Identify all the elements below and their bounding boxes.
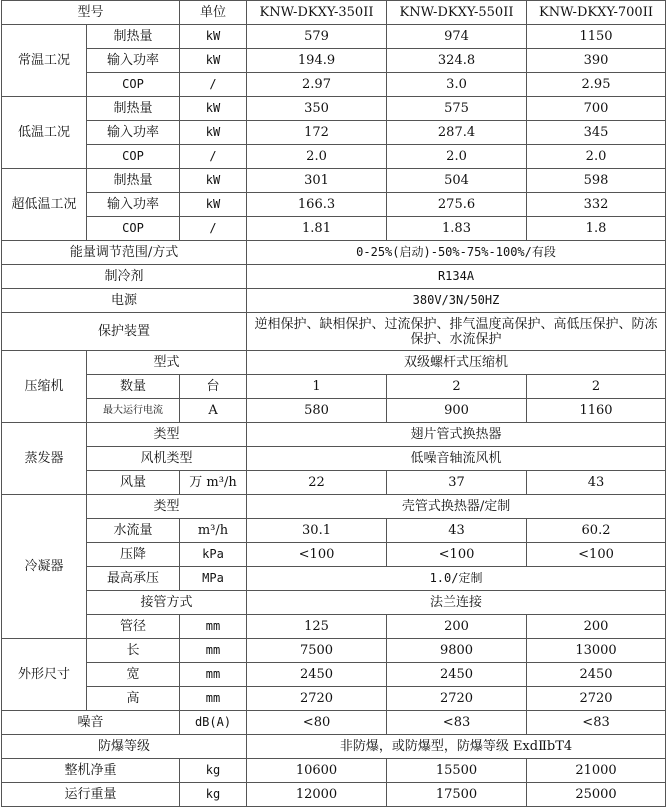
table-row: [2, 351, 666, 375]
row-label: 型式: [87, 351, 247, 375]
group-dimensions: 外形尺寸: [2, 639, 87, 711]
table-row: [2, 543, 666, 567]
row-unit: m³/h: [180, 519, 247, 543]
cell-value: 43: [527, 471, 666, 495]
group-low: 低温工况: [2, 97, 87, 169]
row-unit: MPa: [180, 567, 247, 591]
cell-value: 580: [247, 399, 387, 423]
row-unit: /: [180, 73, 247, 97]
row-unit: A: [180, 399, 247, 423]
table-row: [2, 313, 666, 351]
row-unit: kPa: [180, 543, 247, 567]
cell-value: 7500: [247, 639, 387, 663]
cell-value: 37: [387, 471, 527, 495]
row-label: 类型: [87, 423, 247, 447]
cell-value: 287.4: [387, 121, 527, 145]
row-label: 保护装置: [2, 313, 247, 351]
cell-value: 166.3: [247, 193, 387, 217]
cell-value: 12000: [247, 783, 387, 807]
table-row: [2, 241, 666, 265]
cell-value: 598: [527, 169, 666, 193]
row-label: 制冷剂: [2, 265, 247, 289]
row-unit: kW: [180, 121, 247, 145]
cell-value: 172: [247, 121, 387, 145]
table-row: [2, 265, 666, 289]
table-row: [2, 447, 666, 471]
cell-value: 1: [247, 375, 387, 399]
table-row: [2, 145, 666, 169]
cell-value: 15500: [387, 759, 527, 783]
row-label: 长: [87, 639, 180, 663]
table-row: [2, 49, 666, 73]
model-name: KNW-DKXY-700II: [527, 1, 666, 25]
row-label: COP: [87, 217, 180, 241]
cell-value: 1160: [527, 399, 666, 423]
table-row: [2, 217, 666, 241]
row-label: 整机净重: [2, 759, 180, 783]
pipe-connection-value: 法兰连接: [247, 591, 666, 615]
model-name: KNW-DKXY-550II: [387, 1, 527, 25]
row-unit: kW: [180, 49, 247, 73]
cell-value: 2.0: [247, 145, 387, 169]
cell-value: 974: [387, 25, 527, 49]
row-label: COP: [87, 73, 180, 97]
row-label: 制热量: [87, 97, 180, 121]
cell-value: 2.95: [527, 73, 666, 97]
cell-value: <83: [387, 711, 527, 735]
cell-value: 13000: [527, 639, 666, 663]
cell-value: 10600: [247, 759, 387, 783]
row-label: 输入功率: [87, 193, 180, 217]
table-row: [2, 615, 666, 639]
evaporator-type-value: 翅片管式换热器: [247, 423, 666, 447]
cell-value: 2720: [387, 687, 527, 711]
spec-table: [1, 0, 666, 807]
cell-value: 2.0: [527, 145, 666, 169]
group-ultralow: 超低温工况: [2, 169, 87, 241]
cell-value: 60.2: [527, 519, 666, 543]
table-row: [2, 423, 666, 447]
cell-value: 25000: [527, 783, 666, 807]
row-label: 能量调节范围/方式: [2, 241, 247, 265]
table-row: [2, 519, 666, 543]
row-unit: kW: [180, 97, 247, 121]
table-row: [2, 25, 666, 49]
explosion-value: 非防爆，或防爆型，防爆等级 ExdⅡbT4: [247, 735, 666, 759]
row-label: 制热量: [87, 25, 180, 49]
row-unit: mm: [180, 639, 247, 663]
refrigerant-value: R134A: [247, 265, 666, 289]
cell-value: 575: [387, 97, 527, 121]
row-label: COP: [87, 145, 180, 169]
cell-value: <100: [527, 543, 666, 567]
row-unit: mm: [180, 615, 247, 639]
cell-value: 2: [387, 375, 527, 399]
row-unit: 万 m³/h: [180, 471, 247, 495]
table-row: [2, 169, 666, 193]
cell-value: <100: [387, 543, 527, 567]
cell-value: 1.8: [527, 217, 666, 241]
table-row: [2, 591, 666, 615]
table-row: [2, 735, 666, 759]
row-label: 管径: [87, 615, 180, 639]
row-label: 风机类型: [87, 447, 247, 471]
cell-value: 579: [247, 25, 387, 49]
row-unit: /: [180, 145, 247, 169]
condenser-type-value: 壳管式换热器/定制: [247, 495, 666, 519]
row-label: 输入功率: [87, 49, 180, 73]
cell-value: 390: [527, 49, 666, 73]
row-label: 运行重量: [2, 783, 180, 807]
row-label: 压降: [87, 543, 180, 567]
cell-value: 2720: [247, 687, 387, 711]
protection-value: 逆相保护、缺相保护、过流保护、排气温度高保护、高低压保护、防冻保护、水流保护: [247, 313, 666, 351]
cell-value: 275.6: [387, 193, 527, 217]
table-row: [2, 495, 666, 519]
table-row: [2, 471, 666, 495]
table-row: [2, 399, 666, 423]
cell-value: 345: [527, 121, 666, 145]
cell-value: 2.0: [387, 145, 527, 169]
unit-label: 单位: [180, 1, 247, 25]
table-row: [2, 73, 666, 97]
cell-value: 504: [387, 169, 527, 193]
cell-value: 2450: [247, 663, 387, 687]
header-row: [2, 1, 666, 25]
cell-value: <80: [247, 711, 387, 735]
pressure-value: 1.0/定制: [247, 567, 666, 591]
fan-type-value: 低噪音轴流风机: [247, 447, 666, 471]
cell-value: <83: [527, 711, 666, 735]
row-unit: kg: [180, 759, 247, 783]
cell-value: 200: [527, 615, 666, 639]
row-label: 类型: [87, 495, 247, 519]
cell-value: 1.83: [387, 217, 527, 241]
cell-value: 3.0: [387, 73, 527, 97]
cell-value: 324.8: [387, 49, 527, 73]
table-row: [2, 567, 666, 591]
model-label: 型号: [2, 1, 180, 25]
cell-value: 43: [387, 519, 527, 543]
table-row: [2, 375, 666, 399]
cell-value: 2450: [387, 663, 527, 687]
cell-value: 2.97: [247, 73, 387, 97]
capacity-value: 0-25%(启动)-50%-75%-100%/有段: [247, 241, 666, 265]
row-unit: kW: [180, 169, 247, 193]
group-evaporator: 蒸发器: [2, 423, 87, 495]
table-row: [2, 289, 666, 313]
table-row: [2, 783, 666, 807]
row-label: 电源: [2, 289, 247, 313]
table-row: [2, 97, 666, 121]
cell-value: 900: [387, 399, 527, 423]
cell-value: 1.81: [247, 217, 387, 241]
cell-value: 350: [247, 97, 387, 121]
cell-value: 21000: [527, 759, 666, 783]
cell-value: 194.9: [247, 49, 387, 73]
row-label: 高: [87, 687, 180, 711]
cell-value: 2720: [527, 687, 666, 711]
cell-value: 17500: [387, 783, 527, 807]
row-label: 输入功率: [87, 121, 180, 145]
model-name: KNW-DKXY-350II: [247, 1, 387, 25]
cell-value: 9800: [387, 639, 527, 663]
cell-value: <100: [247, 543, 387, 567]
cell-value: 2: [527, 375, 666, 399]
row-label: 最高承压: [87, 567, 180, 591]
cell-value: 200: [387, 615, 527, 639]
row-label: 数量: [87, 375, 180, 399]
cell-value: 1150: [527, 25, 666, 49]
row-unit: mm: [180, 687, 247, 711]
row-label: 最大运行电流: [87, 399, 180, 423]
table-row: [2, 121, 666, 145]
row-label: 噪音: [2, 711, 180, 735]
row-unit: mm: [180, 663, 247, 687]
row-unit: dB(A): [180, 711, 247, 735]
row-label: 宽: [87, 663, 180, 687]
row-unit: /: [180, 217, 247, 241]
cell-value: 22: [247, 471, 387, 495]
cell-value: 30.1: [247, 519, 387, 543]
cell-value: 332: [527, 193, 666, 217]
row-unit: kW: [180, 193, 247, 217]
power-value: 380V/3N/50HZ: [247, 289, 666, 313]
compressor-type-value: 双级螺杆式压缩机: [247, 351, 666, 375]
cell-value: 2450: [527, 663, 666, 687]
row-label: 水流量: [87, 519, 180, 543]
cell-value: 700: [527, 97, 666, 121]
table-row: [2, 639, 666, 663]
row-unit: kg: [180, 783, 247, 807]
table-row: [2, 759, 666, 783]
cell-value: 125: [247, 615, 387, 639]
row-label: 防爆等级: [2, 735, 247, 759]
row-unit: 台: [180, 375, 247, 399]
table-row: [2, 687, 666, 711]
table-row: [2, 663, 666, 687]
cell-value: 301: [247, 169, 387, 193]
row-label: 风量: [87, 471, 180, 495]
group-compressor: 压缩机: [2, 351, 87, 423]
table-row: [2, 193, 666, 217]
group-normal: 常温工况: [2, 25, 87, 97]
group-condenser: 冷凝器: [2, 495, 87, 639]
row-label: 制热量: [87, 169, 180, 193]
table-row: [2, 711, 666, 735]
row-unit: kW: [180, 25, 247, 49]
row-label: 接管方式: [87, 591, 247, 615]
